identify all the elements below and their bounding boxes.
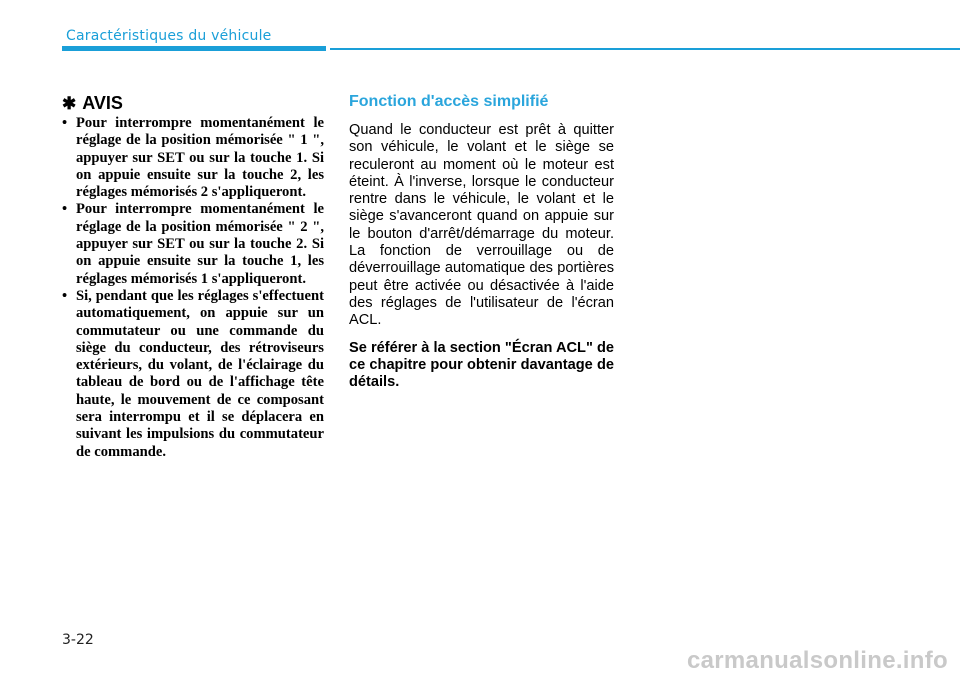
avis-title: AVIS	[82, 93, 123, 113]
page-number: 3-22	[62, 632, 94, 648]
section-body: Quand le conducteur est prêt à quitter son véhicule, le volant et le siège se reculeront au moment où le moteur est éteint. À l'inverse, lorsque le conducteur rentre dans le véhicule, le volant et le siège s'avanceront quand on appuie sur le bouton d'arrêt/démarrage du moteur. La fonction de verrouillage ou de déverrouillage automatique des portières peut être activée ou désactivée à l'aide des réglages de l'utilisateur de l'écran ACL.	[349, 122, 614, 329]
header-accent-bar	[62, 46, 326, 51]
section-reference: Se référer à la section "Écran ACL" de ce chapitre pour obtenir davantage de détails.	[349, 339, 614, 391]
avis-list	[62, 115, 324, 461]
avis-heading	[62, 93, 324, 114]
watermark: carmanualsonline.info	[686, 647, 948, 674]
header-rule	[330, 48, 960, 50]
avis-notice	[62, 93, 324, 461]
section-title: Fonction d'accès simplifié	[349, 93, 549, 110]
section-header-title: Caractéristiques du véhicule	[66, 28, 272, 44]
avis-item-2: • Pour interrompre momentanément le réglage de la position mémorisée " 2 ", appuyer sur SET ou sur la touche 2. Si on appuie ensuite sur la touche 1, les réglages mémorisés 1 s'appliqueront.	[62, 201, 324, 287]
easy-access-section	[349, 93, 614, 391]
avis-item-3: • Si, pendant que les réglages s'effectuent automatiquement, on appuie sur un commutateur ou une commande du siège du conducteur, des rétroviseurs extérieurs, du volant, de l'éclairage du tableau de bord ou de l'affichage tête haute, le mouvement de ce composant sera interrompu et il se déplacera en suivant les impulsions du commutateur de commande.	[62, 288, 324, 461]
avis-item-1: • Pour interrompre momentanément le réglage de la position mémorisée " 1 ", appuyer sur SET ou sur la touche 1. Si on appuie ensuite sur la touche 2, les réglages mémorisés 2 s'appliqueront.	[62, 115, 324, 201]
asterisk-star-icon: ✱	[62, 93, 77, 113]
